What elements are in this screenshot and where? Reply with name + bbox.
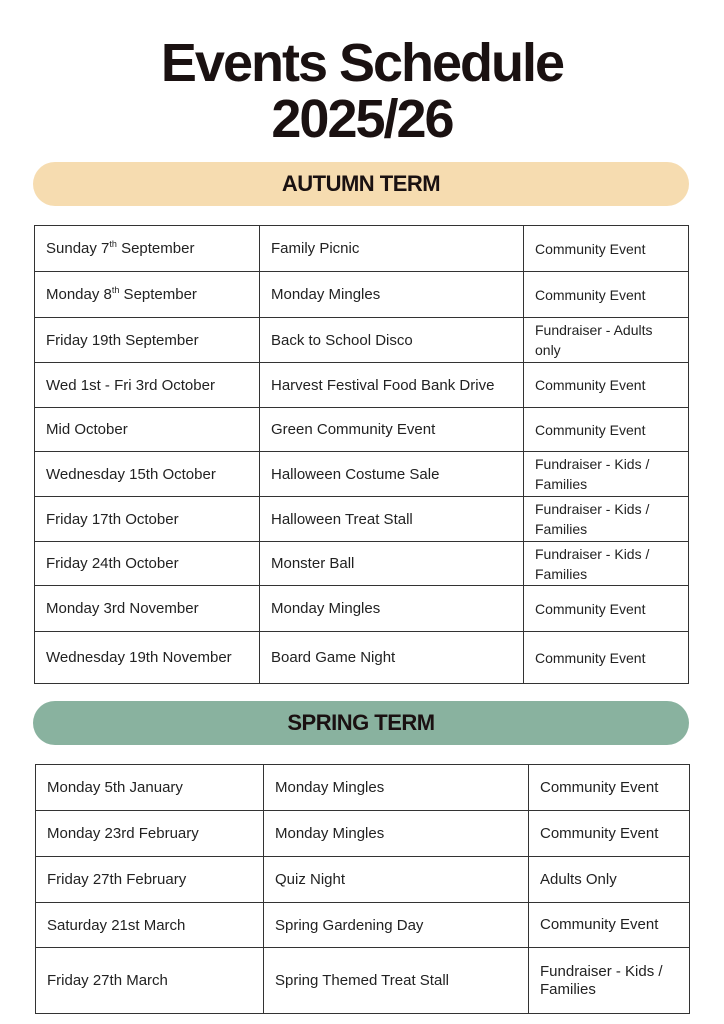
event-name: Quiz Night: [264, 857, 529, 903]
event-date: [35, 408, 260, 452]
event-date: [36, 948, 264, 1014]
event-name: Family Picnic: [260, 226, 524, 272]
event-type: Community Event: [529, 903, 690, 948]
table-row: [36, 903, 690, 948]
table-row: [36, 811, 690, 857]
event-type: Fundraiser - Kids / Families: [524, 497, 689, 542]
date-month: September: [119, 286, 197, 303]
event-date: [36, 811, 264, 857]
event-date: [36, 903, 264, 948]
date-text: Friday 27th February: [47, 871, 187, 888]
date-text: Saturday 21st March: [47, 916, 186, 934]
event-name: Harvest Festival Food Bank Drive: [260, 363, 524, 408]
event-date: [35, 272, 260, 318]
spring-schedule-table: [35, 764, 690, 1014]
table-row: [36, 857, 690, 903]
event-date: [36, 765, 264, 811]
event-type: Adults Only: [529, 857, 690, 903]
event-date: [35, 497, 260, 542]
event-name: Monday Mingles: [264, 811, 529, 857]
date-text: Wednesday 19th November: [46, 649, 232, 666]
date-text: Friday 24th October: [46, 555, 179, 572]
date-ordinal-suffix: th: [109, 239, 117, 249]
event-type: Community Event: [524, 226, 689, 272]
event-name: Spring Gardening Day: [264, 903, 529, 948]
date-text: Friday 17th October: [46, 510, 179, 528]
event-date: [35, 632, 260, 684]
event-date: [35, 452, 260, 497]
event-name: Monster Ball: [260, 542, 524, 586]
event-name: Halloween Treat Stall: [260, 497, 524, 542]
event-type: Fundraiser - Adults only: [524, 318, 689, 363]
table-row: [35, 408, 689, 452]
event-type: Fundraiser - Kids / Families: [524, 452, 689, 497]
table-row: [36, 765, 690, 811]
event-date: [35, 226, 260, 272]
spring-term-banner: SPRING TERM: [33, 701, 689, 745]
event-date: [35, 542, 260, 586]
table-row: [35, 272, 689, 318]
event-type: Community Event: [524, 586, 689, 632]
table-row: [35, 542, 689, 586]
event-name: Back to School Disco: [260, 318, 524, 363]
event-name: Monday Mingles: [264, 765, 529, 811]
table-row: [35, 452, 689, 497]
event-date: [35, 586, 260, 632]
event-date: [35, 318, 260, 363]
table-row: [35, 497, 689, 542]
table-row: [35, 226, 689, 272]
event-date: [36, 857, 264, 903]
date-text: Friday 19th September: [46, 331, 199, 349]
page-title: Events Schedule: [160, 33, 564, 93]
event-date: [35, 363, 260, 408]
event-name: Halloween Costume Sale: [260, 452, 524, 497]
event-name: Spring Themed Treat Stall: [264, 948, 529, 1014]
event-type: Fundraiser - Kids / Families: [524, 542, 689, 586]
table-row: [35, 318, 689, 363]
event-type: Community Event: [529, 765, 690, 811]
table-row: [35, 586, 689, 632]
date-text: Monday 5th January: [47, 779, 183, 796]
date-text: Monday 3rd November: [46, 600, 199, 617]
date-text: Mid October: [46, 421, 128, 438]
date-text: Wed 1st - Fri 3rd October: [46, 376, 215, 394]
date-text: Monday 23rd February: [47, 825, 199, 842]
table-row: [36, 948, 690, 1014]
table-row: [35, 363, 689, 408]
event-name: Board Game Night: [260, 632, 524, 684]
date-month: September: [116, 240, 195, 257]
event-type: Fundraiser - Kids / Families: [529, 948, 690, 1014]
event-name: Green Community Event: [260, 408, 524, 452]
date-text: Monday 8: [46, 286, 112, 303]
event-name: Monday Mingles: [260, 272, 524, 318]
page-subtitle-year: 2025/26: [271, 89, 453, 149]
event-name: Monday Mingles: [260, 586, 524, 632]
event-type: Community Event: [524, 272, 689, 318]
autumn-term-banner: AUTUMN TERM: [33, 162, 689, 206]
date-ordinal-suffix: th: [111, 285, 120, 295]
table-row: [35, 632, 689, 684]
date-text: Wednesday 15th October: [46, 465, 216, 483]
date-text: Sunday 7: [46, 240, 110, 257]
event-type: Community Event: [524, 632, 689, 684]
date-text: Friday 27th March: [47, 972, 168, 989]
autumn-schedule-table: [34, 225, 689, 684]
event-type: Community Event: [524, 408, 689, 452]
event-type: Community Event: [524, 363, 689, 408]
event-type: Community Event: [529, 811, 690, 857]
